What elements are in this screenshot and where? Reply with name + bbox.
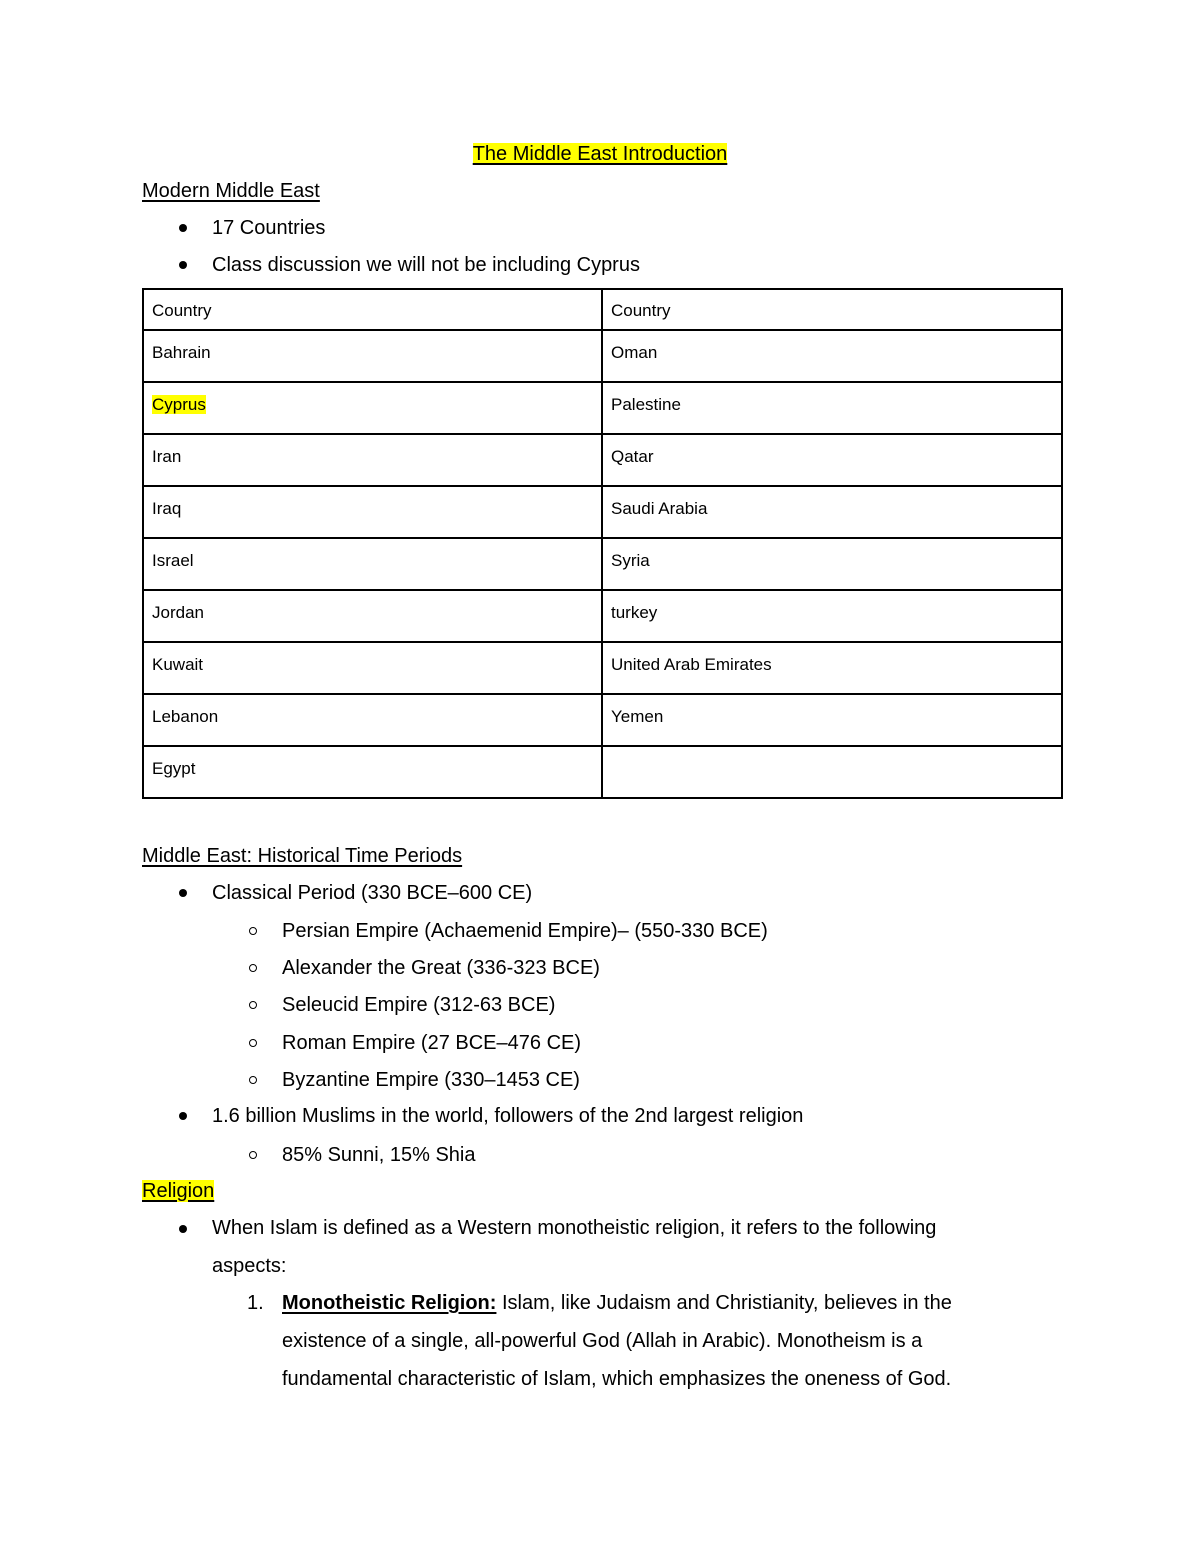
table-header-cell: Country <box>602 289 1062 330</box>
table-cell <box>143 382 602 434</box>
page-title <box>0 140 1200 168</box>
table-row <box>143 590 1062 642</box>
sub-bullet-item: Alexander the Great (336-323 BCE) <box>282 954 600 982</box>
table-cell: Palestine <box>602 382 1062 434</box>
sub-bullet-item: Byzantine Empire (330–1453 CE) <box>282 1066 580 1094</box>
countries-table <box>142 288 1063 799</box>
numbered-item-text: Islam, like Judaism and Christianity, believes in the existence of a single, all-powerful God (Allah in Arabic). Monotheism is a fundamental characteristic of Islam, which emphasizes the oneness of God. <box>282 1292 952 1390</box>
table-cell <box>602 746 1062 798</box>
sub-bullet-item: 85% Sunni, 15% Shia <box>282 1141 475 1169</box>
table-row <box>143 330 1062 382</box>
table-cell: Syria <box>602 538 1062 590</box>
sub-bullet-item: Persian Empire (Achaemenid Empire)– (550-330 BCE) <box>282 917 768 945</box>
highlighted-cell-text: Cyprus <box>152 395 206 414</box>
table-cell: Jordan <box>143 590 602 642</box>
sub-bullet-item: Roman Empire (27 BCE–476 CE) <box>282 1029 581 1057</box>
table-cell: Iraq <box>143 486 602 538</box>
table-row <box>143 486 1062 538</box>
religion-heading-text: Religion <box>142 1180 215 1202</box>
table-row <box>143 694 1062 746</box>
table-row <box>143 382 1062 434</box>
bullet-item: 1.6 billion Muslims in the world, followers of the 2nd largest religion <box>212 1102 803 1130</box>
table-cell: Yemen <box>602 694 1062 746</box>
table-header-cell: Country <box>143 289 602 330</box>
table-cell: Kuwait <box>143 642 602 694</box>
sub-bullet-item: Seleucid Empire (312-63 BCE) <box>282 991 555 1019</box>
table-cell: Bahrain <box>143 330 602 382</box>
table-cell: Israel <box>143 538 602 590</box>
table-row <box>143 434 1062 486</box>
section-heading-modern: Modern Middle East <box>142 180 320 202</box>
table-cell: Saudi Arabia <box>602 486 1062 538</box>
table-row <box>143 746 1062 798</box>
bullet-item: 17 Countries <box>212 214 325 242</box>
bullet-item: Class discussion we will not be including Cyprus <box>212 251 640 279</box>
table-cell: Iran <box>143 434 602 486</box>
section-heading-historical: Middle East: Historical Time Periods <box>142 845 463 867</box>
table-cell: Oman <box>602 330 1062 382</box>
table-cell: turkey <box>602 590 1062 642</box>
bullet-item: Classical Period (330 BCE–600 CE) <box>212 879 532 907</box>
page-title-text: The Middle East Introduction <box>472 143 728 165</box>
table-row <box>143 538 1062 590</box>
bullet-paragraph: When Islam is defined as a Western monotheistic religion, it refers to the following aspects: <box>212 1217 937 1277</box>
section-heading-religion <box>142 1177 214 1205</box>
table-cell: Qatar <box>602 434 1062 486</box>
numbered-item-term: Monotheistic Religion: <box>282 1292 497 1314</box>
numbered-item-label: 1. <box>247 1292 264 1314</box>
table-cell: United Arab Emirates <box>602 642 1062 694</box>
bullet-dot <box>179 1225 187 1233</box>
table-row <box>143 642 1062 694</box>
numbered-item <box>282 1284 1022 1398</box>
table-header-row <box>143 289 1062 330</box>
table-cell: Egypt <box>143 746 602 798</box>
table-cell: Lebanon <box>143 694 602 746</box>
